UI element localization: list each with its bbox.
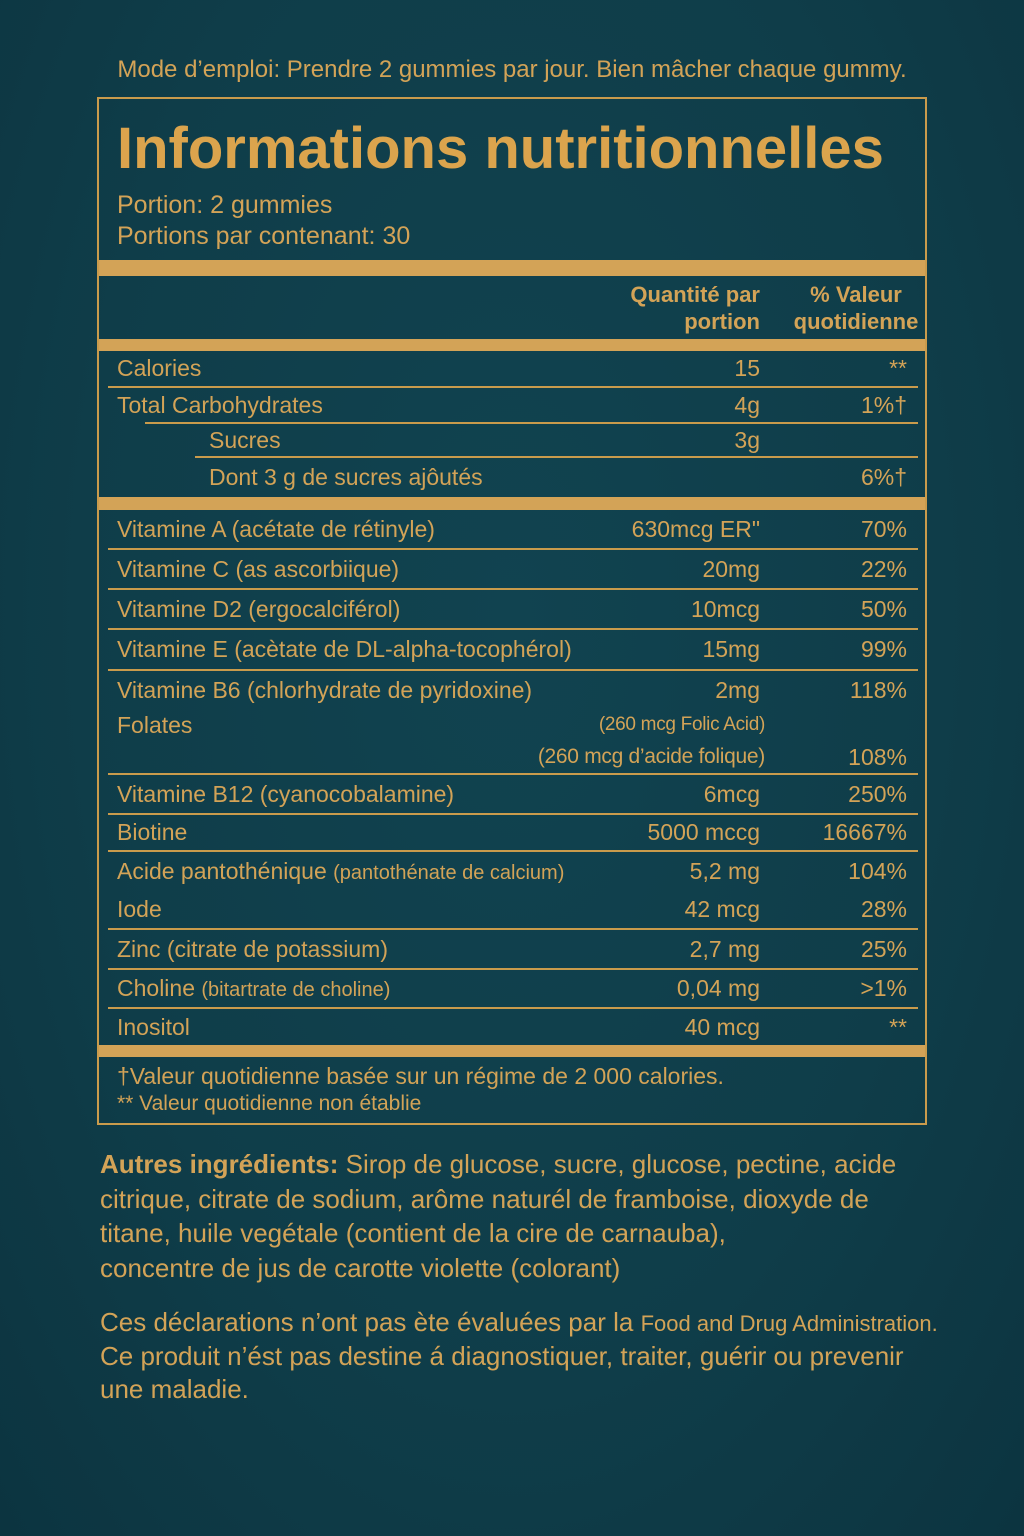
- nutrient-name: Biotine: [117, 819, 188, 845]
- thick-divider: [99, 260, 925, 276]
- row-calories: [99, 351, 925, 386]
- row-iodine: [99, 890, 925, 928]
- ingredients-label: Autres ingrédients:: [100, 1149, 339, 1179]
- nutrient-dv: 28%: [860, 896, 907, 922]
- row-group-pantothenic-iodine: [99, 852, 925, 928]
- nutrient-dv: 16667%: [822, 819, 907, 845]
- amount-header-line: Quantité par: [630, 282, 760, 307]
- row-pantothenic-acid: [99, 852, 925, 890]
- serving-size: Portion: 2 gummies: [117, 191, 333, 219]
- row-vitamin-e: [99, 630, 925, 669]
- thick-divider: [99, 1045, 925, 1057]
- nutrient-name: Vitamine B12 (cyanocobalamine): [117, 781, 455, 807]
- nutrient-dv: **: [889, 1014, 907, 1040]
- nutrient-name: Iode: [117, 896, 162, 922]
- row-vitamin-c: [99, 550, 925, 588]
- nutrient-dv: 104%: [848, 858, 907, 884]
- nutrient-dv: 50%: [860, 596, 907, 622]
- fda-disclaimer: [100, 1306, 938, 1406]
- nutrient-name: Vitamine E (acètate de DL-alpha-tocophérol): [117, 636, 572, 662]
- row-added-sugars: [99, 458, 925, 497]
- nutrient-dv: 99%: [860, 636, 907, 662]
- disclaimer-line: Ce produit n’ést pas destine á diagnostiquer, traiter, guérir ou prevenir: [100, 1341, 904, 1371]
- row-folates: [99, 709, 925, 741]
- other-ingredients: [100, 1147, 896, 1285]
- row-vitamin-b6: [99, 671, 925, 709]
- row-folates-cont: [99, 741, 925, 773]
- nutrient-name: Vitamine B6 (chlorhydrate de pyridoxine): [117, 677, 533, 703]
- nutrient-detail: (bitartrate de choline): [201, 979, 391, 1001]
- nutrient-name: Vitamine A (acétate de rétinyle): [117, 516, 435, 542]
- nutrient-dv: 108%: [848, 744, 907, 770]
- nutrient-dv: 25%: [860, 936, 907, 962]
- nutrient-amount: 42 mcg: [684, 896, 760, 922]
- footnotes: [99, 1057, 925, 1118]
- row-zinc: [99, 930, 925, 968]
- footnote: †Valeur quotidienne basée sur un régime de 2 000 calories.: [117, 1063, 724, 1089]
- nutrient-amount: 2mg: [715, 677, 760, 703]
- row-sugars: [99, 424, 925, 456]
- amount-column-header: [630, 281, 760, 335]
- thick-divider: [99, 497, 925, 510]
- nutrient-amount: (260 mcg d’acide folique): [537, 745, 765, 768]
- nutrient-name: Acide pantothénique: [117, 858, 327, 884]
- footnote: ** Valeur quotidienne non établie: [117, 1092, 422, 1115]
- nutrient-dv: 118%: [849, 677, 907, 703]
- row-total-carbohydrates: [99, 388, 925, 422]
- nutrient-name: Total Carbohydrates: [117, 392, 323, 418]
- dv-header-line: quotidienne: [793, 309, 919, 334]
- nutrient-name-group: [117, 970, 390, 1009]
- row-group-b6-folates: [99, 671, 925, 773]
- nutrient-amount: 40 mcg: [684, 1014, 760, 1040]
- directions-text: Mode d’emploi: Prendre 2 gummies par jour. Bien mâcher chaque gummy.: [117, 56, 907, 83]
- nutrient-dv: 250%: [848, 781, 907, 807]
- nutrient-amount: 3g: [734, 427, 760, 453]
- row-inositol: [99, 1009, 925, 1045]
- row-vitamin-d2: [99, 590, 925, 628]
- disclaimer-line: une maladie.: [100, 1374, 249, 1404]
- nutrient-amount: 5000 mccg: [647, 819, 760, 845]
- nutrient-dv: 70%: [860, 516, 907, 542]
- nutrient-amount: 10mcg: [690, 596, 760, 622]
- nutrient-detail: (pantothénate de calcium): [333, 862, 565, 884]
- row-biotine: [99, 815, 925, 850]
- nutrient-name: Dont 3 g de sucres ajôutés: [209, 464, 483, 490]
- row-vitamin-b12: [99, 775, 925, 813]
- nutrient-amount: 6mcg: [703, 781, 760, 807]
- ingredients-line: citrique, citrate de sodium, arôme naturél de framboise, dioxyde de: [100, 1183, 869, 1214]
- disclaimer-agency: Food and Drug Administration.: [640, 1311, 938, 1336]
- nutrient-amount: 5,2 mg: [689, 858, 760, 884]
- nutrient-dv: **: [889, 355, 907, 381]
- panel-header: [99, 99, 925, 260]
- nutrient-amount: 2,7 mg: [689, 936, 760, 962]
- nutrient-amount: 15: [734, 355, 760, 381]
- disclaimer-text: Ces déclarations n’ont pas ète évaluées par la: [100, 1307, 634, 1337]
- nutrition-facts-panel: [97, 97, 927, 1125]
- ingredients-line: [100, 1147, 896, 1182]
- daily-value-column-header: [791, 281, 921, 335]
- nutrient-name: Zinc (citrate de potassium): [117, 936, 388, 962]
- amount-header-line: portion: [684, 309, 760, 334]
- ingredients-line: concentre de jus de carotte violette (colorant): [100, 1252, 621, 1283]
- nutrient-name: Calories: [117, 355, 202, 381]
- row-vitamin-a: [99, 510, 925, 548]
- nutrient-amount: (260 mcg Folic Acid): [598, 714, 765, 735]
- nutrient-name: Choline: [117, 975, 195, 1001]
- nutrient-amount: 0,04 mg: [676, 975, 760, 1001]
- nutrient-name: Sucres: [209, 427, 281, 453]
- servings-per-container: Portions par contenant: 30: [117, 222, 411, 250]
- nutrient-amount: 20mg: [702, 556, 760, 582]
- dv-header-line: % Valeur: [810, 282, 902, 307]
- nutrient-name: Vitamine D2 (ergocalciférol): [117, 596, 401, 622]
- nutrient-name-group: [117, 852, 564, 892]
- panel-title: Informations nutritionnelles: [117, 116, 884, 181]
- nutrient-dv: 6%†: [860, 464, 907, 490]
- nutrient-dv: 1%†: [860, 392, 907, 418]
- ingredients-line: titane, huile vegétale (contient de la cire de carnauba),: [100, 1218, 726, 1248]
- ingredients-text: Sirop de glucose, sucre, glucose, pectine, acide: [345, 1149, 897, 1179]
- thick-divider: [99, 339, 925, 351]
- nutrient-name: Folates: [117, 712, 193, 738]
- nutrient-amount: 630mcg ER": [631, 516, 760, 542]
- disclaimer-line: [100, 1306, 938, 1340]
- row-choline: [99, 970, 925, 1007]
- nutrient-dv: >1%: [860, 975, 907, 1001]
- nutrient-name: Vitamine C (as ascorbiique): [117, 556, 400, 582]
- column-headers: [99, 276, 925, 339]
- nutrient-name: Inositol: [117, 1014, 190, 1040]
- nutrient-dv: 22%: [860, 556, 907, 582]
- nutrient-amount: 15mg: [702, 636, 760, 662]
- nutrient-amount: 4g: [734, 392, 760, 418]
